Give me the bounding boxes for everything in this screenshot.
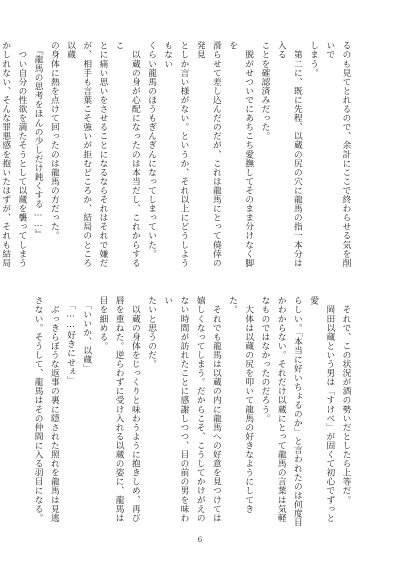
page-number: 6 (197, 535, 203, 544)
top-text-block: るのも見てとれるので、余計にここで終わらせる気を削いで しまう。 第二に、既に先程、以蔵の尻の穴に龍馬の指一本分は入る ことを確認済みだった。 脱がせついでにあちこち愛撫してそのまま分けなく脚を 滑らせて差し込んだのだが、これは龍馬にとって僥倖の発見 としか言い様がない。というか、それ以上にどうしようもない くらい龍馬のほうもぎんぎんになってしまっていた。 以蔵の身が心配になったのは本当だし、これからするこ とに痛い思いをさせることになるならそれはそれで嫌だ が、相手も言葉こそ強いが拒むどころか、結局のところ以蔵 の身体に熱を点けて回ったのは龍馬の方だった。 『龍馬の思考をほんの少しだけ鈍くする……』 つい自分の性欲を満たそうとして以蔵を襲ってしまう かしれない、そんな罪悪感を抱いたはずが、それも結局 (0, 41, 351, 268)
bottom-text-block: それで、この状況が酒の勢いだとしたら上等だ。 岡田以蔵という男は「すけべ」が固くて初心でずっと愛 らしい。「本当に好いちょるのか」と言われたのは何度目 かわからない。それだけ以蔵にとって龍馬の言葉は気軽 なものではなかったのだろう。 大体は以蔵の尻を叩いて龍馬の好きなようにしてきた。 それでも龍馬は以蔵の内に龍馬への好意を見つけては 嬉しくなってしまう。だからこそ、こうしてかけがえの ない時間が訪れたことに感謝しつつ、目の前の男を味わい たいと思うのだ。 以蔵の身体をじっくりと味わうように抱きしめ、再び 唇を重ねた。逆らわずに受け入れる以蔵の姿に、龍馬は 目を細める。 「いいか、以蔵」 「……好きにせぇ」 ぶっきらぼうな返事の裏に隠された照れを龍馬は見逃 さない。そうして、龍馬はその仲間に入る羽目になる。 (33, 296, 351, 527)
